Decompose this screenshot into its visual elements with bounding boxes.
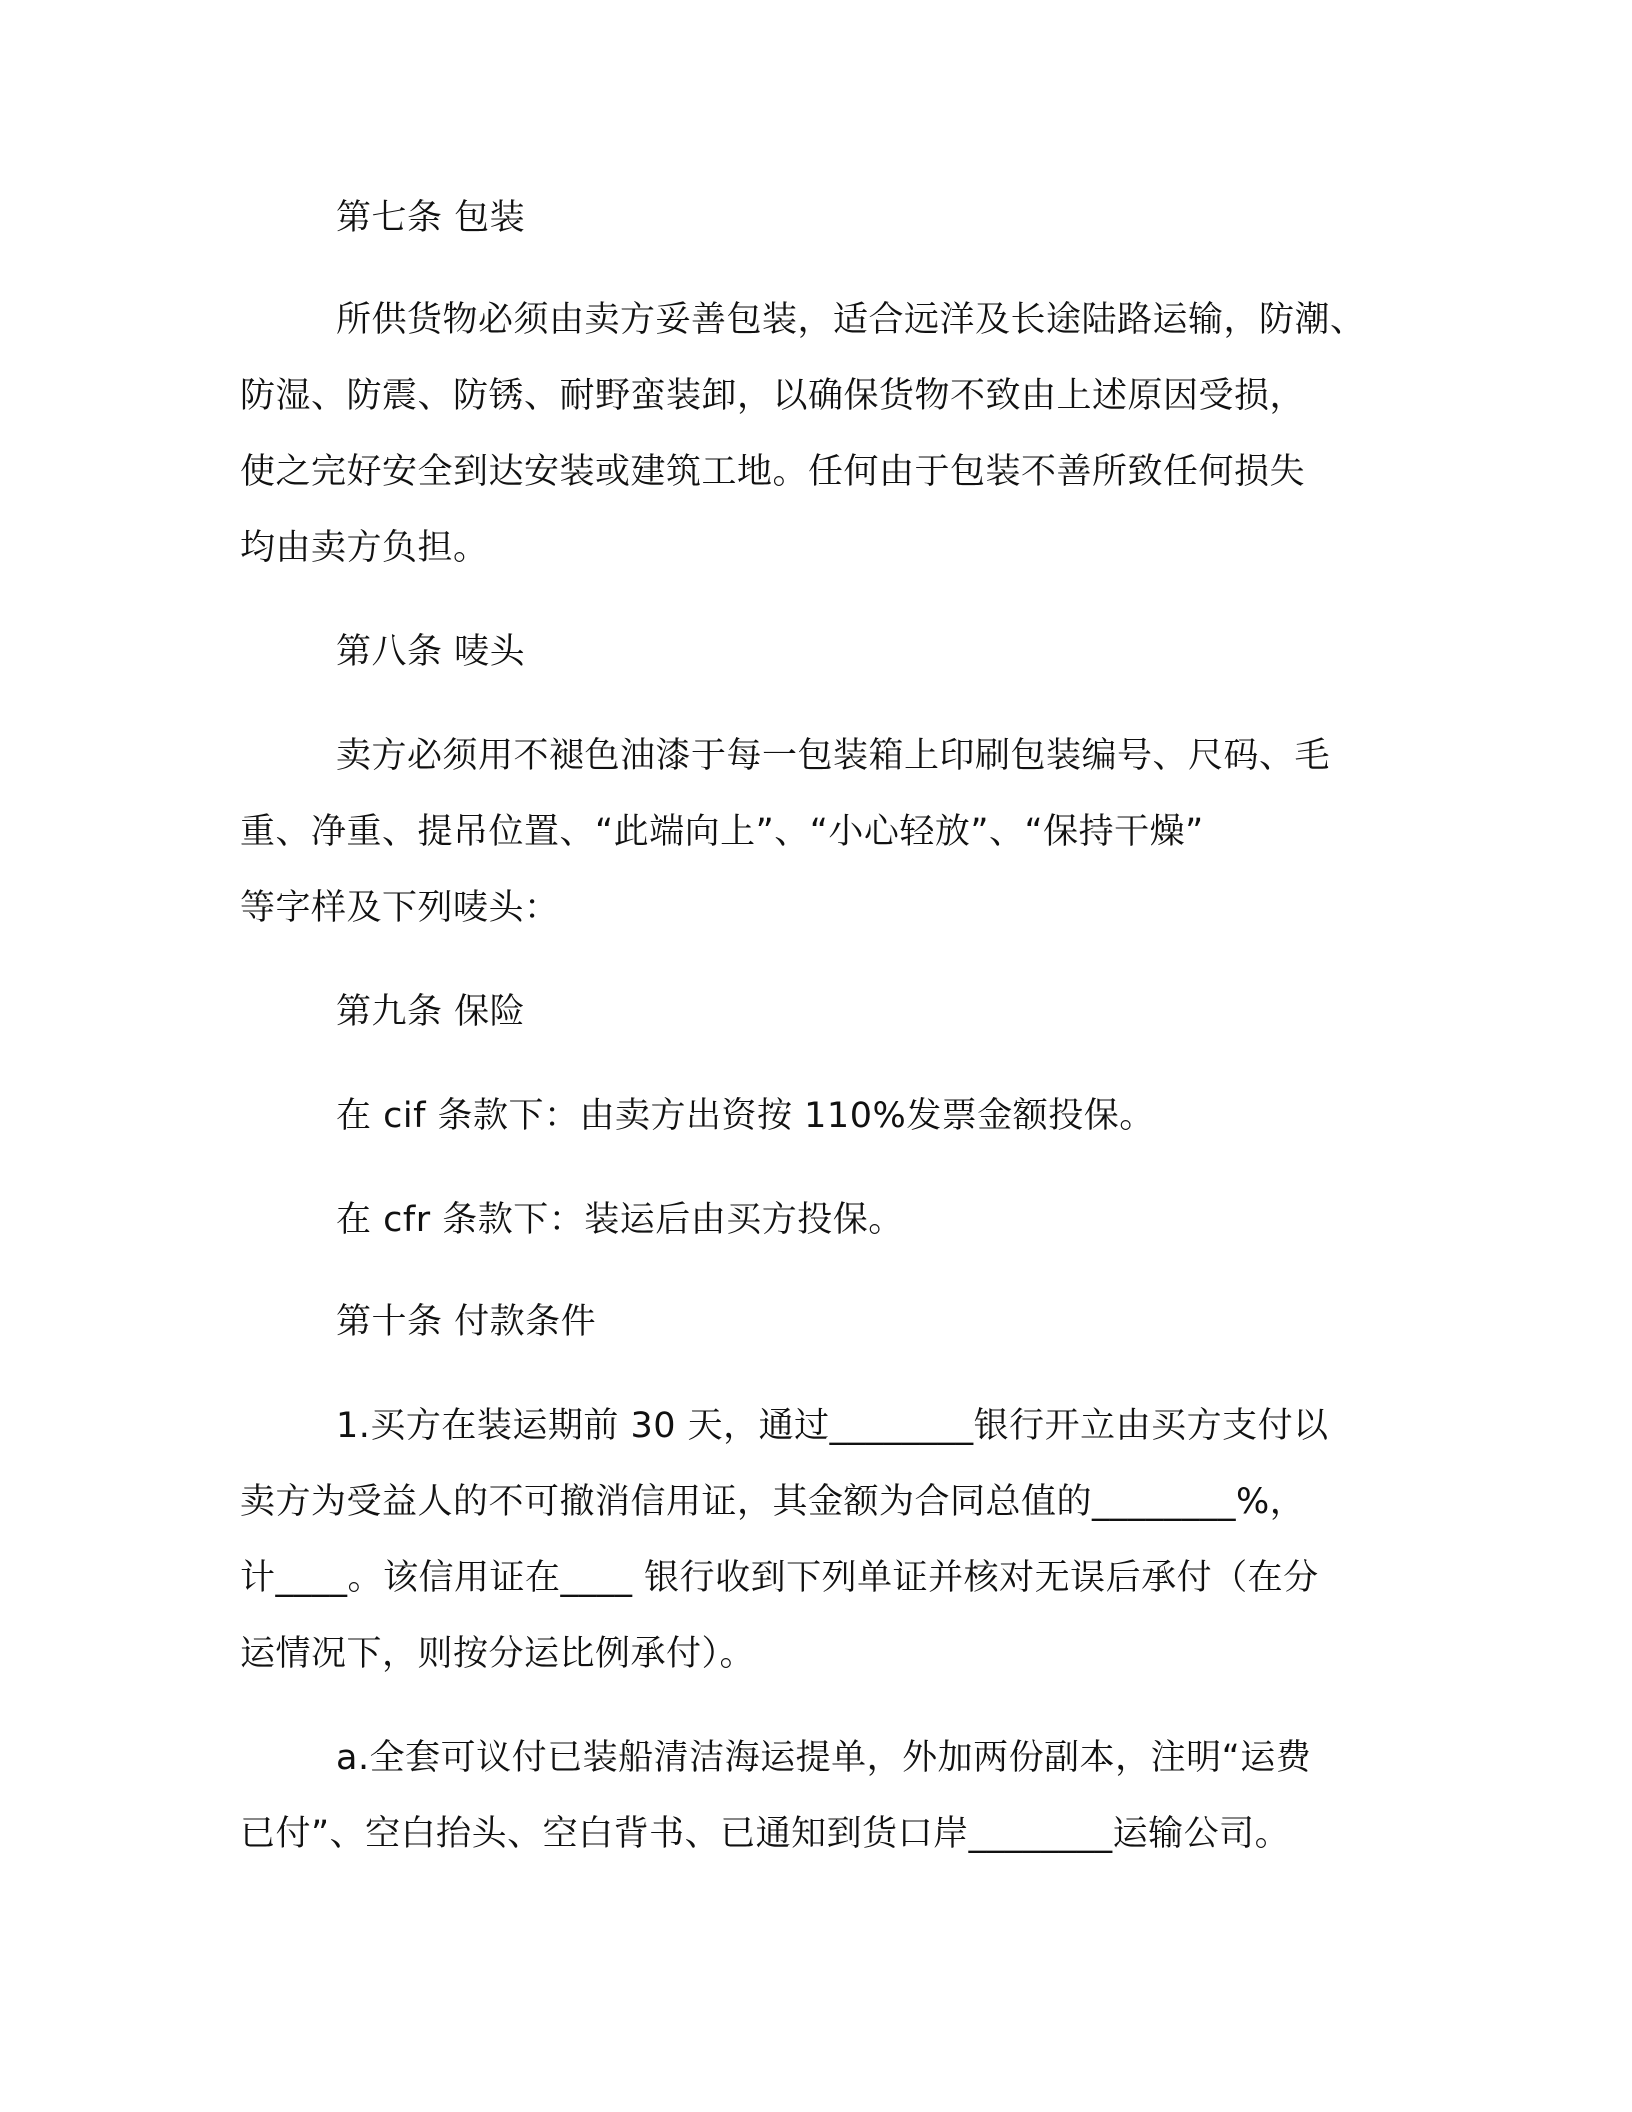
article-8-paragraph-line: 重、净重、提吊位置、“此端向上”、“小心轻放”、“保持干燥”: [240, 812, 1204, 852]
article-7-heading: 第七条 包装: [336, 198, 526, 238]
article-10-item-1-line: 1.买方在装运期前 30 天，通过________银行开立由买方支付以: [336, 1406, 1329, 1446]
article-8-paragraph-line: 等字样及下列唛头：: [240, 888, 560, 928]
article-8-paragraph-line: 卖方必须用不褪色油漆于每一包装箱上印刷包装编号、尺码、毛: [336, 736, 1331, 776]
article-7-paragraph-line: 防湿、防震、防锈、耐野蛮装卸，以确保货物不致由上述原因受损，: [240, 376, 1306, 416]
article-7-paragraph-line: 均由卖方负担。: [240, 528, 489, 568]
article-10-item-a-line: a.全套可议付已装船清洁海运提单，外加两份副本，注明“运费: [336, 1738, 1312, 1778]
article-10-item-1-line: 卖方为受益人的不可撤消信用证，其金额为合同总值的________%，: [240, 1482, 1306, 1522]
article-7-paragraph-line: 所供货物必须由卖方妥善包装，适合远洋及长途陆路运输，防潮、: [336, 300, 1366, 340]
article-7-paragraph-line: 使之完好安全到达安装或建筑工地。任何由于包装不善所致任何损失: [240, 452, 1306, 492]
article-9-cfr-clause: 在 cfr 条款下：装运后由买方投保。: [336, 1200, 904, 1240]
article-9-heading: 第九条 保险: [336, 992, 526, 1032]
article-10-item-1-line: 运情况下，则按分运比例承付）。: [240, 1634, 756, 1674]
article-10-item-a-line: 已付”、空白抬头、空白背书、已通知到货口岸________运输公司。: [240, 1814, 1291, 1854]
article-8-heading: 第八条 唛头: [336, 632, 526, 672]
article-10-heading: 第十条 付款条件: [336, 1302, 597, 1342]
article-9-cif-clause: 在 cif 条款下：由卖方出资按 110%发票金额投保。: [336, 1096, 1155, 1136]
article-10-item-1-line: 计____。该信用证在____ 银行收到下列单证并核对无误后承付（在分: [240, 1558, 1319, 1598]
